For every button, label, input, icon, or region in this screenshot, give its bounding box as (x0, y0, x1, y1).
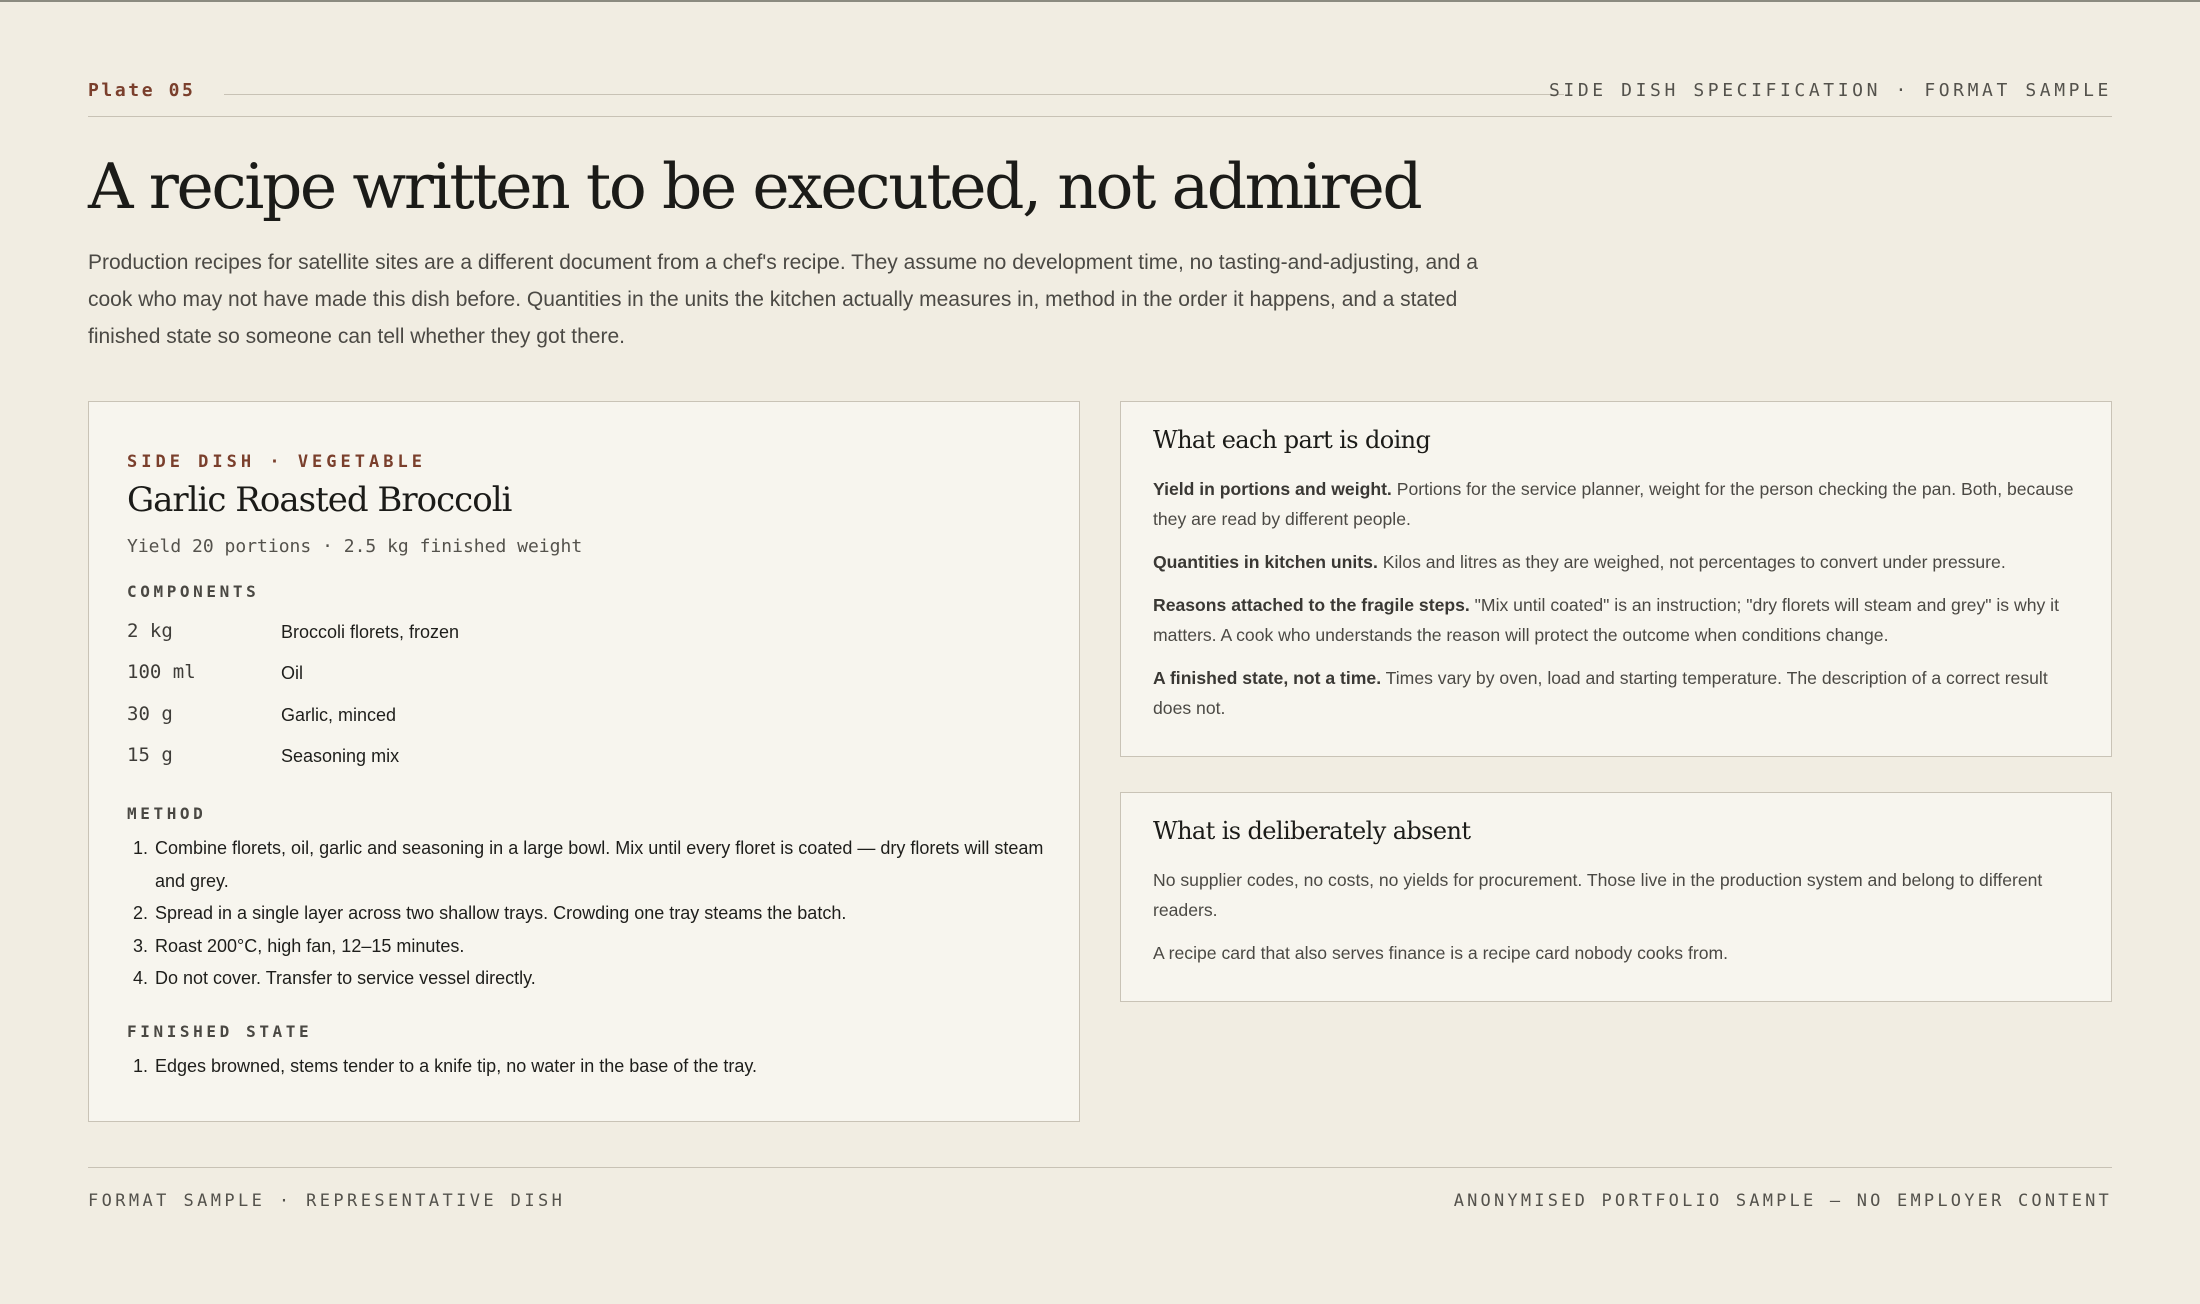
parts-body (1153, 474, 2088, 736)
finished-state-item: 1. Edges browned, stems tender to a knife tip, no water in the base of the tray. (153, 1050, 1055, 1083)
component-quantity: 2 kg (127, 620, 173, 642)
method-step: 1. Combine florets, oil, garlic and seasoning in a large bowl. Mix until every floret is coated — dry florets will steam and grey. (153, 832, 1055, 897)
recipe-yield: Yield 20 portions · 2.5 kg finished weight (127, 536, 583, 557)
method-heading: METHOD (127, 804, 207, 823)
footer-right-label: ANONYMISED PORTFOLIO SAMPLE — NO EMPLOYER CONTENT (1453, 1191, 2112, 1211)
absent-title: What is deliberately absent (1153, 817, 1471, 845)
spec-label: SIDE DISH SPECIFICATION · FORMAT SAMPLE (1548, 80, 2112, 101)
part-text: Portions for the service planner, weight for the person checking the pan. Both, because they are read by different people. (1153, 479, 2074, 529)
absent-paragraph: No supplier codes, no costs, no yields for procurement. Those live in the production system and belong to different readers. (1153, 870, 2043, 920)
part-text: "Mix until coated" is an instruction; "dry florets will steam and grey" is why it matters. A cook who understands the reason will protect the outcome when conditions change. (1153, 595, 2059, 645)
method-step: 4. Do not cover. Transfer to service vessel directly. (153, 962, 1055, 995)
parts-panel (1120, 401, 2112, 757)
component-quantity: 15 g (127, 743, 173, 766)
part-lead: Yield in portions and weight. (1153, 479, 1392, 499)
parts-title: What each part is doing (1153, 426, 1431, 454)
component-quantity: 30 g (127, 702, 173, 725)
method-steps (127, 832, 1055, 995)
part-explanation (1153, 590, 2088, 650)
method-step: 2. Spread in a single layer across two shallow trays. Crowding one tray steams the batch. (153, 897, 1055, 930)
component-item: Garlic, minced (281, 704, 397, 725)
part-lead: Reasons attached to the fragile steps. (1153, 595, 1470, 615)
part-explanation (1153, 474, 2088, 534)
recipe-category: SIDE DISH · VEGETABLE (127, 452, 426, 472)
top-bar (88, 80, 2112, 108)
component-item: Broccoli florets, frozen (281, 622, 460, 642)
component-item: Oil (281, 663, 303, 684)
header-divider (224, 94, 1564, 95)
plate-number: Plate 05 (88, 80, 196, 101)
page-title: A recipe written to be executed, not admired (88, 150, 1421, 223)
components-heading: COMPONENTS (127, 582, 260, 601)
part-text: Kilos and litres as they are weighed, not percentages to convert under pressure. (1377, 552, 2006, 572)
part-text: Times vary by oven, load and starting temperature. The description of a correct result does not. (1153, 668, 2048, 718)
recipe-name: Garlic Roasted Broccoli (127, 480, 512, 520)
component-row (127, 744, 1027, 785)
component-item: Seasoning mix (281, 745, 400, 766)
intro-paragraph: Production recipes for satellite sites are a different document from a chef's recipe. They assume no development time, no tasting-and-adjusting, and a cook who may not have made this dish before. Quantities in the units the kitchen actually measures in, method in the order it happens, and a stated finished state so someone can tell whether they got there. (88, 251, 1478, 348)
part-explanation (1153, 547, 2088, 577)
absent-paragraph: A recipe card that also serves finance is a recipe card nobody cooks from. (1153, 943, 1729, 963)
part-lead: Quantities in kitchen units. (1153, 552, 1378, 572)
absent-panel (1120, 792, 2112, 1002)
finished-state-heading: FINISHED STATE (127, 1022, 313, 1041)
component-row (127, 703, 1027, 744)
header-rule (88, 116, 2112, 117)
finished-state-list (127, 1050, 1055, 1083)
footer-left-label: FORMAT SAMPLE · REPRESENTATIVE DISH (88, 1191, 566, 1211)
components-list (127, 620, 1027, 785)
footer-rule (88, 1167, 2112, 1168)
part-explanation (1153, 663, 2088, 723)
absent-body (1153, 865, 2088, 981)
method-step: 3. Roast 200°C, high fan, 12–15 minutes. (153, 930, 1055, 963)
component-quantity: 100 ml (127, 661, 196, 684)
component-row (127, 620, 1027, 661)
component-row (127, 661, 1027, 702)
part-lead: A finished state, not a time. (1153, 668, 1382, 688)
recipe-card (88, 401, 1080, 1122)
